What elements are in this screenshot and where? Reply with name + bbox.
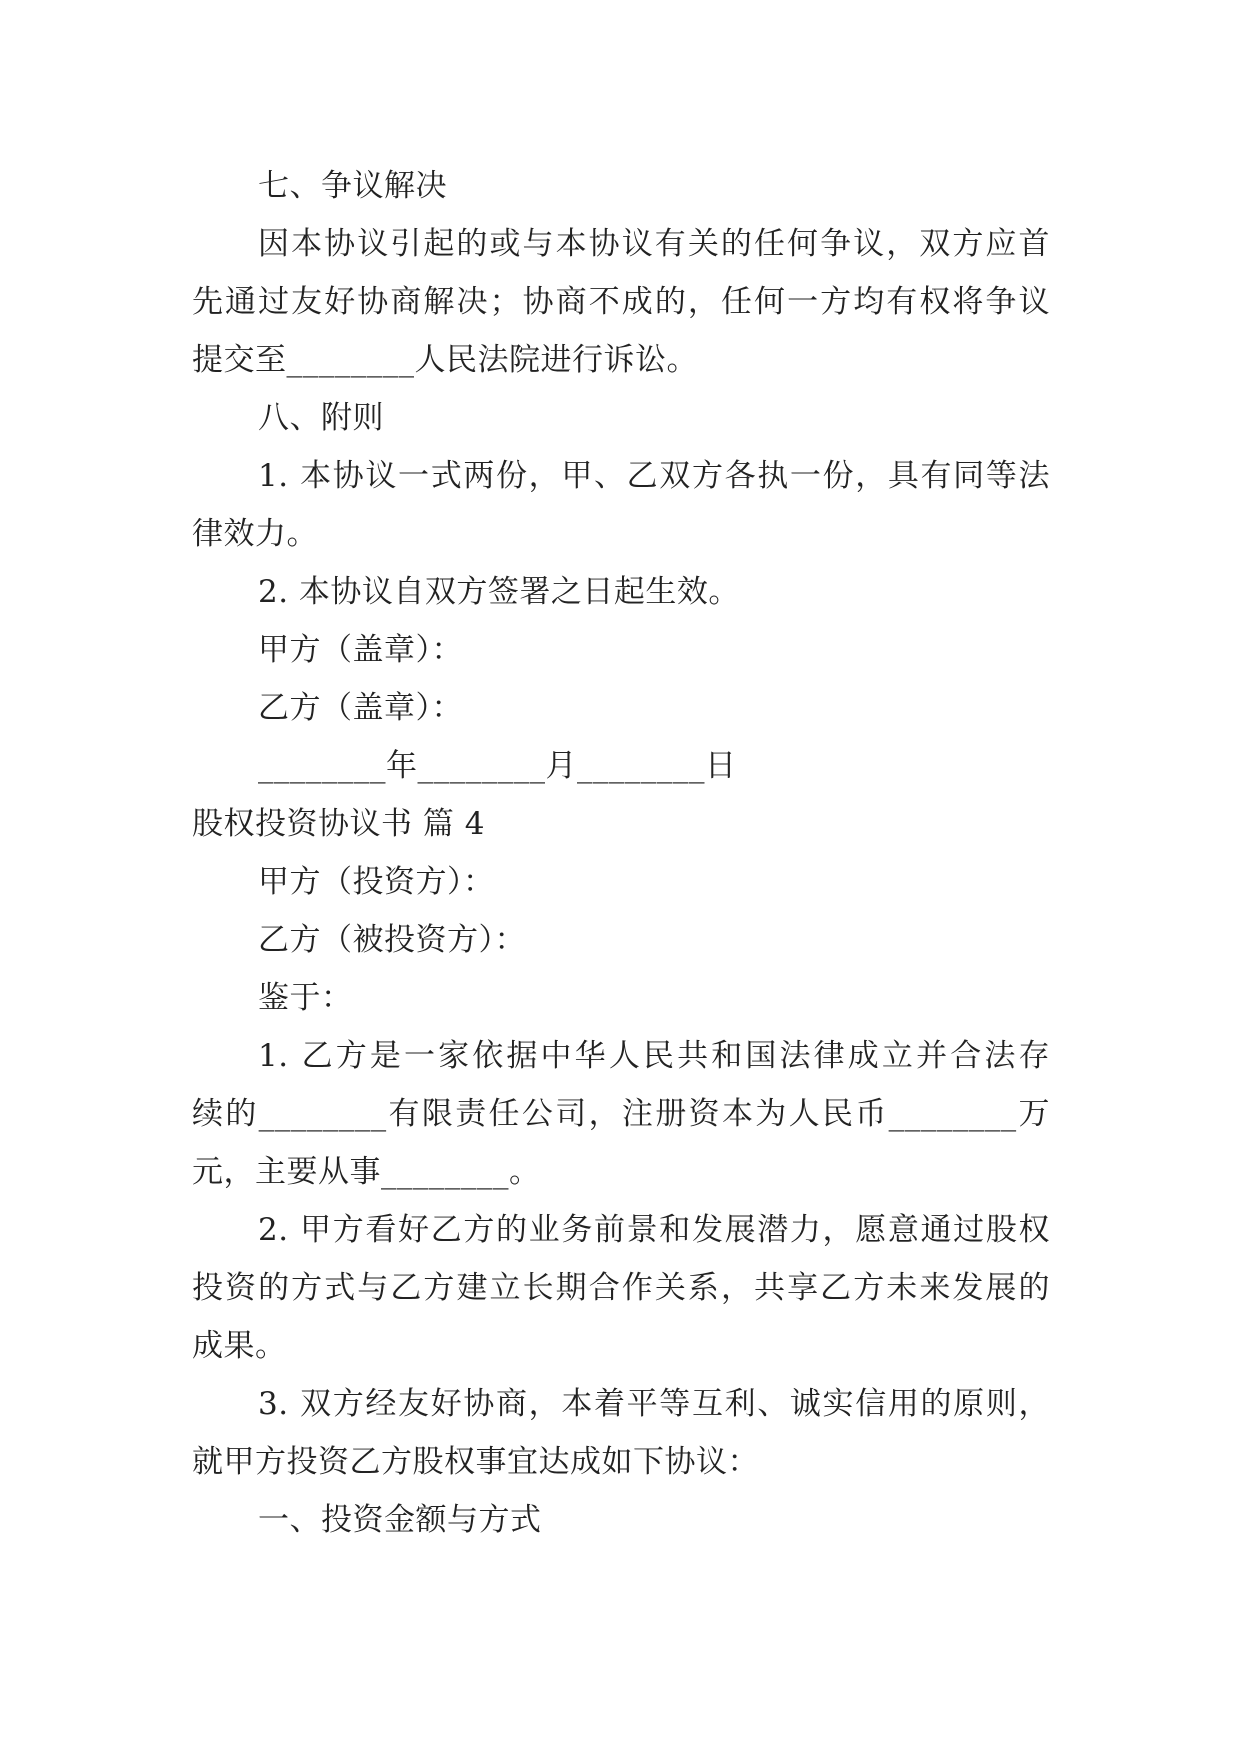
section-heading-investment: 一、投资金额与方式: [258, 1502, 542, 1538]
paragraph-line: 就甲方投资乙方股权事宜达成如下协议：: [192, 1444, 759, 1480]
paragraph-line: 投资的方式与乙方建立长期合作关系，共享乙方未来发展的: [192, 1270, 1050, 1306]
paragraph-line: 律效力。: [192, 516, 318, 552]
paragraph-line: 元，主要从事________。: [192, 1154, 541, 1190]
paragraph-line: 2. 本协议自双方签署之日起生效。: [258, 574, 740, 610]
paragraph-line: 1. 本协议一式两份，甲、乙双方各执一份，具有同等法: [258, 458, 1050, 494]
document-title: 股权投资协议书 篇 4: [192, 806, 485, 842]
paragraph-line: 1. 乙方是一家依据中华人民共和国法律成立并合法存: [258, 1038, 1050, 1074]
party-b-investee: 乙方（被投资方）：: [258, 922, 526, 958]
signature-date: ________年________月________日: [258, 748, 737, 784]
signature-party-b: 乙方（盖章）：: [258, 690, 463, 726]
section-heading-dispute: 七、争议解决: [258, 168, 447, 204]
signature-party-a: 甲方（盖章）：: [258, 632, 463, 668]
paragraph-line: 提交至________人民法院进行诉讼。: [192, 342, 698, 378]
party-a-investor: 甲方（投资方）：: [258, 864, 495, 900]
paragraph-line: 续的________有限责任公司，注册资本为人民币________万: [192, 1096, 1050, 1132]
paragraph-line: 3. 双方经友好协商，本着平等互利、诚实信用的原则，: [258, 1386, 1050, 1422]
section-heading-appendix: 八、附则: [258, 400, 384, 436]
whereas-label: 鉴于：: [258, 980, 353, 1016]
paragraph-line: 因本协议引起的或与本协议有关的任何争议，双方应首: [258, 226, 1050, 262]
paragraph-line: 成果。: [192, 1328, 287, 1364]
paragraph-line: 2. 甲方看好乙方的业务前景和发展潜力，愿意通过股权: [258, 1212, 1050, 1248]
paragraph-line: 先通过友好协商解决；协商不成的，任何一方均有权将争议: [192, 284, 1050, 320]
